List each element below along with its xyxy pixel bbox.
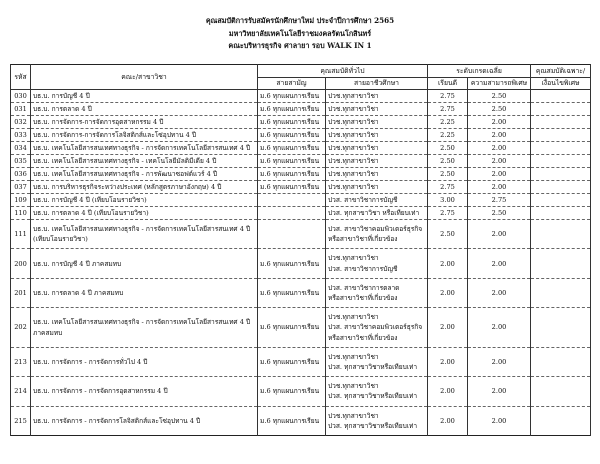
cell-vocational-track-line: หรือสาขาวิชาที่เกี่ยวข้อง <box>328 294 398 303</box>
header-special-1: คุณสมบัติเฉพาะ/ <box>531 65 591 78</box>
cell-general-track: ม.6 ทุกแผนการเรียน <box>258 129 326 142</box>
cell-program <box>31 129 258 142</box>
cell-gpa-talent: 2.00 <box>468 168 531 181</box>
cell-program-line: บธ.บ. การบัญชี 4 ปี (เทียบโอนรายวิชา) <box>33 196 147 205</box>
cell-gpa-good: 2.75 <box>428 90 468 103</box>
cell-vocational-track <box>326 308 428 348</box>
cell-special <box>531 168 591 181</box>
cell-code: 032 <box>11 116 31 129</box>
cell-code: 037 <box>11 181 31 194</box>
cell-program-line: บธ.บ. การบัญชี 4 ปี <box>33 92 90 101</box>
table-row <box>11 90 591 103</box>
cell-program-line: บธ.บ. การตลาด 4 ปี <box>33 105 92 114</box>
cell-program <box>31 90 258 103</box>
cell-code: 036 <box>11 168 31 181</box>
cell-gpa-talent: 2.00 <box>468 220 531 249</box>
table-row <box>11 377 591 406</box>
cell-vocational-track-line: ปวส. ทุกสาขาวิชา หรือเทียบเท่า <box>328 209 420 218</box>
header-general: คุณสมบัติทั่วไป <box>258 65 428 78</box>
cell-code: 033 <box>11 129 31 142</box>
cell-special <box>531 308 591 348</box>
cell-gpa-good: 2.00 <box>428 347 468 376</box>
cell-gpa-talent: 2.00 <box>468 129 531 142</box>
cell-program <box>31 142 258 155</box>
cell-vocational-track <box>326 129 428 142</box>
cell-vocational-track-line: ปวช.ทุกสาขาวิชา <box>328 352 379 361</box>
faculty-round: คณะบริหารธุรกิจ ศาลายา รอบ WALK IN 1 <box>228 41 372 50</box>
cell-vocational-track-line: ปวช.ทุกสาขาวิชา <box>328 183 379 192</box>
table-row <box>11 278 591 307</box>
cell-vocational-track <box>326 90 428 103</box>
cell-general-track: ม.6 ทุกแผนการเรียน <box>258 168 326 181</box>
cell-gpa-talent: 2.00 <box>468 155 531 168</box>
cell-vocational-track-line: ปวช.ทุกสาขาวิชา <box>328 382 379 391</box>
header-row <box>11 65 591 78</box>
cell-special <box>531 207 591 220</box>
cell-special <box>531 181 591 194</box>
cell-general-track <box>258 220 326 249</box>
cell-program-line: บธ.บ. การจัดการ-การจัดการโลจิสติกส์และโซ่อุปทาน 4 ปี <box>33 131 197 140</box>
cell-special <box>531 377 591 406</box>
cell-gpa-talent: 2.75 <box>468 194 531 207</box>
table-row <box>11 181 591 194</box>
cell-general-track: ม.6 ทุกแผนการเรียน <box>258 377 326 406</box>
header-gpa-talent: ความสามารถพิเศษ <box>468 77 531 90</box>
cell-special <box>531 406 591 435</box>
cell-vocational-track-line: ปวส. สาขาวิชาคอมพิวเตอร์ธุรกิจ <box>328 323 423 332</box>
table-row <box>11 116 591 129</box>
cell-special <box>531 90 591 103</box>
table-row <box>11 220 591 249</box>
university-name: มหาวิทยาลัยเทคโนโลยีราชมงคลรัตนโกสินทร์ <box>228 28 372 38</box>
cell-gpa-talent: 2.50 <box>468 90 531 103</box>
cell-code: 215 <box>11 406 31 435</box>
cell-general-track: ม.6 ทุกแผนการเรียน <box>258 116 326 129</box>
cell-vocational-track-line: ปวส. สาขาวิชาการตลาด <box>328 283 400 292</box>
cell-vocational-track-line: ปวส. ทุกสาขาวิชาหรือเทียบเท่า <box>328 363 418 372</box>
cell-code: 202 <box>11 308 31 348</box>
cell-vocational-track-line: ปวส. ทุกสาขาวิชาหรือเทียบเท่า <box>328 421 418 430</box>
cell-special <box>531 249 591 278</box>
cell-general-track: ม.6 ทุกแผนการเรียน <box>258 249 326 278</box>
cell-program-line: (เทียบโอนรายวิชา) <box>33 235 88 244</box>
cell-code: 035 <box>11 155 31 168</box>
cell-program <box>31 207 258 220</box>
table-row <box>11 406 591 435</box>
cell-general-track: ม.6 ทุกแผนการเรียน <box>258 347 326 376</box>
cell-special <box>531 155 591 168</box>
cell-gpa-good: 2.00 <box>428 278 468 307</box>
cell-program-line: บธ.บ. การจัดการ - การจัดการทั่วไป 4 ปี <box>33 357 148 366</box>
cell-code: 111 <box>11 220 31 249</box>
cell-gpa-talent: 2.00 <box>468 142 531 155</box>
cell-gpa-talent: 2.00 <box>468 278 531 307</box>
cell-code: 200 <box>11 249 31 278</box>
cell-vocational-track-line: ปวช.ทุกสาขาวิชา <box>328 131 379 140</box>
table-row <box>11 168 591 181</box>
cell-vocational-track <box>326 142 428 155</box>
cell-program <box>31 220 258 249</box>
cell-vocational-track <box>326 278 428 307</box>
cell-special <box>531 220 591 249</box>
cell-program-line: บธ.บ. เทคโนโลยีสารสนเทศทางธุรกิจ - การจัดการเทคโนโลยีสารสนเทศ 4 ปี <box>33 225 251 233</box>
cell-general-track: ม.6 ทุกแผนการเรียน <box>258 155 326 168</box>
cell-gpa-good: 3.00 <box>428 194 468 207</box>
cell-vocational-track <box>326 207 428 220</box>
cell-vocational-track-line: ปวช.ทุกสาขาวิชา <box>328 313 379 322</box>
cell-general-track: ม.6 ทุกแผนการเรียน <box>258 103 326 116</box>
cell-special <box>531 347 591 376</box>
cell-vocational-track-line: ปวช.ทุกสาขาวิชา <box>328 144 379 153</box>
cell-general-track: ม.6 ทุกแผนการเรียน <box>258 142 326 155</box>
cell-program-line: บธ.บ. เทคโนโลยีสารสนเทศทางธุรกิจ - การจัดการเทคโนโลยีสารสนเทศ 4 ปี <box>33 144 251 153</box>
cell-vocational-track-line: ปวส. สาขาวิชาการบัญชี <box>328 264 398 273</box>
header-gpa-level: ระดับเกรดเฉลี่ย <box>428 65 531 78</box>
cell-program <box>31 308 258 348</box>
cell-special <box>531 103 591 116</box>
cell-vocational-track-line: ปวส. สาขาวิชาการบัญชี <box>328 196 398 205</box>
cell-code: 214 <box>11 377 31 406</box>
cell-vocational-track-line: หรือสาขาวิชาที่เกี่ยวข้อง <box>328 333 398 342</box>
cell-gpa-good: 2.50 <box>428 155 468 168</box>
table-row <box>11 103 591 116</box>
cell-program <box>31 347 258 376</box>
cell-gpa-good: 2.00 <box>428 377 468 406</box>
header-vocational-track: สายอาชีวศึกษา <box>326 77 428 90</box>
cell-gpa-talent: 2.00 <box>468 308 531 348</box>
cell-gpa-talent: 2.50 <box>468 103 531 116</box>
cell-vocational-track <box>326 220 428 249</box>
cell-special <box>531 278 591 307</box>
cell-code: 213 <box>11 347 31 376</box>
cell-program <box>31 406 258 435</box>
table-row <box>11 308 591 348</box>
cell-vocational-track-line: ปวช.ทุกสาขาวิชา <box>328 92 379 101</box>
cell-gpa-talent: 2.00 <box>468 347 531 376</box>
cell-vocational-track <box>326 347 428 376</box>
cell-general-track: ม.6 ทุกแผนการเรียน <box>258 278 326 307</box>
cell-program-line: บธ.บ. การจัดการ-การจัดการอุตสาหกรรม 4 ปี <box>33 118 164 127</box>
cell-vocational-track-line: ปวช.ทุกสาขาวิชา <box>328 411 379 420</box>
cell-program <box>31 168 258 181</box>
cell-gpa-good: 2.75 <box>428 103 468 116</box>
cell-program <box>31 116 258 129</box>
cell-vocational-track <box>326 116 428 129</box>
cell-program-line: บธ.บ. เทคโนโลยีสารสนเทศทางธุรกิจ - การจัดการเทคโนโลยีสารสนเทศ 4 ปี <box>33 318 251 327</box>
table-body <box>11 90 591 436</box>
header-code: รหัส <box>11 65 31 90</box>
cell-gpa-talent: 2.00 <box>468 181 531 194</box>
cell-vocational-track-line: หรือสาขาวิชาที่เกี่ยวข้อง <box>328 235 398 244</box>
cell-program <box>31 181 258 194</box>
cell-general-track: ม.6 ทุกแผนการเรียน <box>258 308 326 348</box>
cell-gpa-good: 2.75 <box>428 181 468 194</box>
header-program: คณะ/สาขาวิชา <box>31 65 258 90</box>
cell-general-track <box>258 207 326 220</box>
cell-gpa-talent: 2.00 <box>468 116 531 129</box>
admission-table <box>10 64 591 436</box>
header-general-track: สายสามัญ <box>258 77 326 90</box>
cell-program-line: บธ.บ. เทคโนโลยีสารสนเทศทางธุรกิจ - เทคโนโลยีมัลติมีเดีย 4 ปี <box>33 157 217 166</box>
cell-gpa-talent: 2.00 <box>468 406 531 435</box>
cell-code: 031 <box>11 103 31 116</box>
cell-code: 201 <box>11 278 31 307</box>
cell-special <box>531 194 591 207</box>
document-header <box>0 0 600 53</box>
cell-gpa-good: 2.00 <box>428 308 468 348</box>
cell-program-line: บธ.บ. เทคโนโลยีสารสนเทศทางธุรกิจ - การพัฒนาซอฟต์แวร์ 4 ปี <box>33 170 218 179</box>
cell-gpa-good: 2.50 <box>428 168 468 181</box>
cell-gpa-good: 2.00 <box>428 406 468 435</box>
cell-vocational-track <box>326 168 428 181</box>
cell-program-line: บธ.บ. การบริหารธุรกิจระหว่างประเทศ (หลักสูตรภาษาอังกฤษ) 4 ปี <box>33 183 222 192</box>
cell-gpa-good: 2.00 <box>428 249 468 278</box>
cell-gpa-good: 2.50 <box>428 220 468 249</box>
cell-gpa-good: 2.25 <box>428 129 468 142</box>
table-row <box>11 347 591 376</box>
table-row <box>11 194 591 207</box>
cell-program <box>31 194 258 207</box>
cell-program <box>31 278 258 307</box>
header-special-2: เงื่อนไขพิเศษ <box>531 77 591 90</box>
cell-vocational-track <box>326 377 428 406</box>
cell-program-line: บธ.บ. การตลาด 4 ปี ภาคสมทบ <box>33 288 124 297</box>
cell-general-track: ม.6 ทุกแผนการเรียน <box>258 406 326 435</box>
document-title: คุณสมบัติการรับสมัครนักศึกษาใหม่ ประจำปีการศึกษา 2565 <box>205 16 395 25</box>
cell-general-track <box>258 194 326 207</box>
cell-vocational-track-line: ปวช.ทุกสาขาวิชา <box>328 157 379 166</box>
cell-vocational-track-line: ปวช.ทุกสาขาวิชา <box>328 105 379 114</box>
cell-program-line: บธ.บ. การจัดการ - การจัดการโลจิสติกส์และโซ่อุปทาน 4 ปี <box>33 416 201 425</box>
cell-code: 109 <box>11 194 31 207</box>
cell-gpa-talent: 2.50 <box>468 207 531 220</box>
cell-vocational-track <box>326 181 428 194</box>
cell-general-track: ม.6 ทุกแผนการเรียน <box>258 181 326 194</box>
cell-program-line: บธ.บ. การบัญชี 4 ปี ภาคสมทบ <box>33 259 122 268</box>
header-gpa-good: เรียนดี <box>428 77 468 90</box>
cell-gpa-good: 2.50 <box>428 142 468 155</box>
cell-special <box>531 129 591 142</box>
cell-vocational-track <box>326 103 428 116</box>
cell-gpa-talent: 2.00 <box>468 377 531 406</box>
table-row <box>11 155 591 168</box>
cell-gpa-talent: 2.00 <box>468 249 531 278</box>
cell-vocational-track <box>326 155 428 168</box>
cell-vocational-track <box>326 406 428 435</box>
cell-gpa-good: 2.75 <box>428 207 468 220</box>
cell-program <box>31 249 258 278</box>
table-row <box>11 142 591 155</box>
cell-vocational-track-line: ปวช.ทุกสาขาวิชา <box>328 254 379 263</box>
table-row <box>11 249 591 278</box>
cell-program-line: บธ.บ. การจัดการ - การจัดการอุตสาหกรรม 4 ปี <box>33 387 168 396</box>
cell-program <box>31 377 258 406</box>
table-row <box>11 207 591 220</box>
cell-vocational-track-line: ปวช.ทุกสาขาวิชา <box>328 118 379 127</box>
cell-vocational-track <box>326 194 428 207</box>
cell-vocational-track <box>326 249 428 278</box>
cell-program <box>31 103 258 116</box>
cell-special <box>531 116 591 129</box>
cell-program-line: บธ.บ. การตลาด 4 ปี (เทียบโอนรายวิชา) <box>33 209 149 218</box>
cell-code: 030 <box>11 90 31 103</box>
cell-code: 110 <box>11 207 31 220</box>
cell-general-track: ม.6 ทุกแผนการเรียน <box>258 90 326 103</box>
cell-vocational-track-line: ปวช.ทุกสาขาวิชา <box>328 170 379 179</box>
cell-vocational-track-line: ปวส. ทุกสาขาวิชาหรือเทียบเท่า <box>328 392 418 401</box>
cell-gpa-good: 2.25 <box>428 116 468 129</box>
cell-special <box>531 142 591 155</box>
cell-program-line: ภาคสมทบ <box>33 328 63 337</box>
cell-code: 034 <box>11 142 31 155</box>
table-row <box>11 129 591 142</box>
cell-vocational-track-line: ปวส. สาขาวิชาคอมพิวเตอร์ธุรกิจ <box>328 225 423 233</box>
cell-program <box>31 155 258 168</box>
